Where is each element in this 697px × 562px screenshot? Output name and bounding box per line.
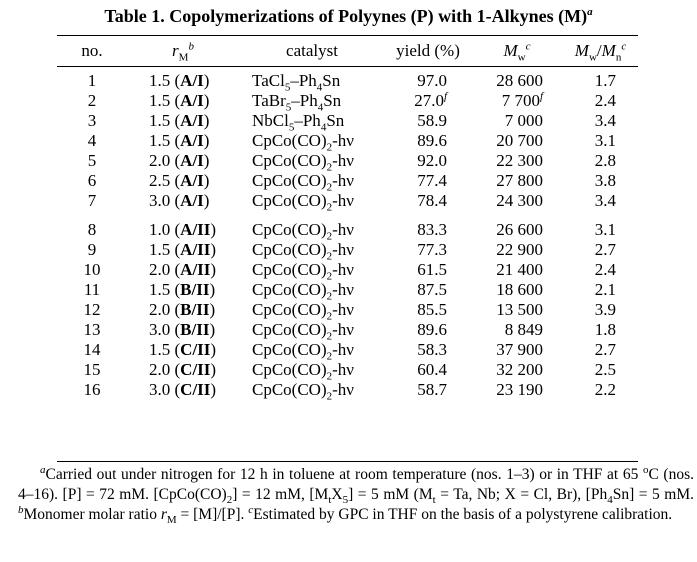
copolymerization-table [57,36,638,403]
footnote-a-text4: X [331,486,343,503]
footnote-b-sub: M [166,514,177,527]
cell-rm-pair: A/I [180,151,204,170]
cell-catalyst-mid: -hν [332,360,354,379]
header-mw [471,36,563,66]
cell-yield [385,211,471,240]
cell-yield-value: 89.6 [417,320,447,339]
header-ratio-m2: M [601,41,616,60]
cell-catalyst-pre: CpCo(CO) [252,280,327,299]
cell-yield [385,171,471,191]
cell-rm-pair: B/II [180,280,210,299]
cell-catalyst-sub: 2 [326,290,333,303]
cell-yield [385,111,471,131]
cell-catalyst-sub: 2 [326,250,333,263]
cell-yield-value: 77.4 [417,171,447,190]
header-rm-r: r [172,41,179,60]
header-rm [127,36,239,66]
cell-rm-pair: B/II [180,320,210,339]
cell-mw-value: 24 300 [496,191,543,210]
cell-yield-value: 60.4 [417,360,447,379]
cell-yield-value: 85.5 [417,300,447,319]
header-yield [385,36,471,66]
cell-catalyst-pre: CpCo(CO) [252,360,327,379]
cell-rm: 1.5 (C/II) [149,340,217,359]
cell-mw-value: 26 600 [496,220,543,239]
footnote-a-text3: ] = 12 mM, [M [232,486,329,503]
cell-ratio: 2.1 [594,280,616,299]
header-rm-mark: b [188,40,194,53]
cell-mw-value: 21 400 [496,260,543,279]
cell-yield [385,280,471,300]
cell-rm-value: 3.0 [149,191,171,210]
cell-yield [385,91,471,111]
cell-catalyst-sub: 2 [326,181,333,194]
header-mw-m: M [503,41,518,60]
cell-ratio: 2.7 [594,340,616,359]
cell-catalyst-sub: 2 [326,390,333,403]
cell-catalyst [239,280,385,303]
cell-catalyst-mid: -hν [332,340,354,359]
cell-rm-value: 1.5 [149,340,171,359]
cell-mw [471,380,563,400]
cell-mw [471,300,563,320]
cell-yield-value: 58.9 [417,111,447,130]
cell-mw-value: 8 849 [504,320,543,339]
cell-yield-value: 83.3 [417,220,447,239]
cell-rm: 1.5 (A/I) [149,71,210,90]
cell-catalyst-sub: 5 [285,101,292,114]
cell-no: 4 [87,131,97,150]
cell-ratio: 3.1 [594,131,616,150]
cell-mw-value: 22 900 [496,240,543,259]
footnote-a-sub1: 2 [226,494,233,507]
cell-no: 3 [87,111,97,130]
cell-catalyst [239,151,385,174]
footnote-a-degree: o [642,463,649,476]
cell-rm-value: 3.0 [149,380,171,399]
cell-rm-pair: A/I [180,91,204,110]
cell-catalyst-pre: CpCo(CO) [252,260,327,279]
cell-yield [385,131,471,151]
header-yield-label: yield (%) [396,41,460,60]
table-row [57,91,638,111]
cell-catalyst-mid: -hν [332,171,354,190]
cell-ratio: 3.4 [594,111,616,130]
cell-ratio: 3.1 [594,220,616,239]
cell-catalyst-post: Sn [322,71,341,90]
cell-catalyst-sub: 2 [326,370,333,383]
table-body [57,66,638,403]
cell-catalyst-sub: 2 [326,201,333,214]
cell-catalyst [239,320,385,343]
cell-ratio: 1.7 [594,71,616,90]
cell-catalyst-pre: CpCo(CO) [252,380,327,399]
cell-rm: 3.0 (B/II) [149,320,216,339]
cell-rm-value: 1.5 [149,71,171,90]
cell-catalyst-pre: CpCo(CO) [252,191,327,210]
cell-no: 12 [83,300,101,319]
header-row [57,36,638,66]
cell-yield [385,66,471,91]
table-row [57,151,638,171]
cell-catalyst-sub: 5 [288,121,295,134]
cell-no: 6 [87,171,97,190]
footnote-a-text2: C (nos. 4–16). [P] = 72 mM. [CpCo(CO) [18,466,694,503]
table-title-text: Table 1. Copolymerizations of Polyynes (P) with 1-Alkynes (M) [104,6,588,26]
cell-mw-value: 37 900 [496,340,543,359]
cell-catalyst [239,131,385,154]
cell-no: 2 [87,91,97,110]
footnote-b-r: r [160,506,167,523]
cell-catalyst-mid: -hν [332,260,354,279]
cell-ratio: 2.5 [594,360,616,379]
footnote-c-text: Estimated by GPC in THF on the basis of a polystyrene calibration. [253,506,673,523]
header-mw-mark: c [525,40,531,53]
cell-yield [385,340,471,360]
cell-catalyst-mid: -hν [332,380,354,399]
cell-mw [471,360,563,380]
header-catalyst [239,36,385,66]
cell-yield-value: 97.0 [417,71,447,90]
cell-catalyst [239,211,385,243]
cell-catalyst-sub: 2 [326,330,333,343]
footnote-a-text5: ] = 5 mM (M [348,486,433,503]
cell-rm-pair: C/II [180,380,211,399]
footnote-a-sub5: 4 [607,494,613,507]
cell-ratio: 2.8 [594,151,616,170]
cell-mw [471,320,563,340]
cell-catalyst-sub2: 4 [316,81,323,94]
header-rm-sub: M [178,51,189,64]
cell-rm-value: 1.5 [149,240,171,259]
cell-catalyst-pre: CpCo(CO) [252,240,327,259]
cell-catalyst [239,91,385,114]
table-row [57,240,638,260]
cell-rm-value: 2.0 [149,300,171,319]
cell-mw-value: 7 700 [501,91,540,110]
cell-yield-value: 58.3 [417,340,447,359]
cell-rm-pair: A/I [180,131,204,150]
cell-catalyst-sub: 2 [326,161,333,174]
cell-mw-value: 18 600 [496,280,543,299]
cell-catalyst-sub: 5 [284,81,291,94]
cell-yield-value: 87.5 [417,280,447,299]
cell-rm: 2.5 (A/I) [149,171,210,190]
cell-catalyst-pre: NbCl [252,111,289,130]
table-row [57,360,638,380]
cell-catalyst-pre: CpCo(CO) [252,171,327,190]
cell-catalyst [239,171,385,194]
cell-yield-value: 89.6 [417,131,447,150]
table-row [57,171,638,191]
cell-catalyst-sub2: 4 [317,101,324,114]
footnote-a-sub4: t [432,494,436,507]
cell-mw [471,171,563,191]
cell-catalyst [239,191,385,214]
cell-no: 13 [83,320,101,339]
header-mw-sub: w [517,51,526,64]
cell-catalyst-pre: TaBr [252,91,286,110]
cell-mw [471,191,563,211]
footnote-b-mark: b [18,503,24,516]
footnote-indent [18,466,40,483]
table-title [0,6,697,27]
cell-catalyst-pre: CpCo(CO) [252,320,327,339]
footnote-a-mark: a [40,463,46,476]
header-no [57,36,127,66]
cell-rm: 1.5 (A/I) [149,131,210,150]
cell-catalyst-sub2: 4 [320,121,327,134]
cell-yield-value: 78.4 [417,191,447,210]
cell-no: 9 [87,240,97,259]
cell-rm-pair: A/I [180,191,204,210]
cell-catalyst-pre: CpCo(CO) [252,300,327,319]
table-row [57,340,638,360]
cell-rm-value: 1.5 [149,280,171,299]
cell-no: 1 [87,71,97,90]
cell-no: 10 [83,260,101,279]
table-row [57,320,638,340]
cell-mw-value: 7 000 [504,111,543,130]
cell-no: 7 [87,191,97,210]
cell-rm: 1.5 (A/I) [149,91,210,110]
cell-mw [471,131,563,151]
footnote-a-text6: = Ta, Nb; X = Cl, Br), [Ph [435,486,608,503]
cell-no: 14 [83,340,101,359]
cell-yield [385,380,471,400]
footnotes [18,465,694,525]
cell-no: 16 [83,380,101,399]
cell-ratio: 1.8 [594,320,616,339]
cell-rm-pair: A/II [180,260,211,279]
cell-ratio: 3.9 [594,300,616,319]
cell-mw [471,91,563,111]
cell-no: 15 [83,360,101,379]
cell-rm-pair: A/I [180,171,204,190]
cell-mw-value: 23 190 [496,380,543,399]
cell-ratio: 3.8 [594,171,616,190]
cell-ratio: 2.2 [594,380,616,399]
cell-mw [471,111,563,131]
cell-rm: 1.5 (B/II) [149,280,216,299]
cell-rm-value: 2.5 [149,171,171,190]
cell-yield-value: 27.0 [414,91,444,110]
cell-rm: 2.0 (A/II) [149,260,217,279]
cell-mw [471,211,563,240]
header-ratio [563,36,638,66]
cell-rm: 2.0 (A/I) [149,151,210,170]
cell-catalyst-sub: 2 [326,230,333,243]
cell-mw [471,66,563,91]
cell-mw [471,260,563,280]
table-row [57,280,638,300]
cell-rm-pair: A/I [180,111,204,130]
cell-ratio: 2.4 [594,91,616,110]
cell-yield-value: 77.3 [417,240,447,259]
cell-catalyst-mid: -hν [332,220,354,239]
cell-mw [471,151,563,171]
cell-yield-value: 61.5 [417,260,447,279]
title-footnote-mark: a [587,6,593,18]
cell-mw-value: 28 600 [496,71,543,90]
table-row [57,191,638,211]
cell-yield-value: 92.0 [417,151,447,170]
header-ratio-m1: M [574,41,589,60]
footnote-b-text2: = [M]/[P]. [176,506,245,523]
cell-rm: 2.0 (B/II) [149,300,216,319]
footnote-b-text1: Monomer molar ratio [23,506,161,523]
cell-catalyst [239,380,385,403]
cell-mw-value: 22 300 [496,151,543,170]
cell-rm: 2.0 (C/II) [149,360,217,379]
cell-catalyst-sub: 2 [326,141,333,154]
cell-rm: 1.0 (A/II) [149,220,217,239]
cell-yield [385,191,471,211]
cell-rm: 3.0 (A/I) [149,191,210,210]
cell-rm-pair: A/II [180,240,211,259]
cell-catalyst [239,340,385,363]
cell-catalyst-pre: CpCo(CO) [252,340,327,359]
cell-catalyst-mid: -hν [332,191,354,210]
header-ratio-mark: c [621,40,627,53]
table-row [57,300,638,320]
table-row [57,111,638,131]
cell-yield [385,320,471,340]
cell-yield [385,360,471,380]
cell-catalyst-pre: TaCl [252,71,285,90]
cell-rm: 1.5 (A/I) [149,111,210,130]
cell-rm-value: 2.0 [149,360,171,379]
cell-catalyst-mid: -hν [332,131,354,150]
cell-mw-value: 32 200 [496,360,543,379]
footnote-a-sub3: 5 [342,494,349,507]
footnote-a-text1: Carried out under nitrogen for 12 h in toluene at room temperature (nos. 1–3) or in THF at 65 [45,466,643,483]
cell-catalyst [239,260,385,283]
cell-mw [471,240,563,260]
cell-rm-pair: A/I [180,71,204,90]
header-ratio-sub2: n [615,51,622,64]
table-row [57,131,638,151]
cell-yield [385,300,471,320]
cell-rm: 1.5 (A/II) [149,240,217,259]
table-row [57,260,638,280]
cell-rm-value: 3.0 [149,320,171,339]
cell-catalyst [239,66,385,94]
cell-mw-value: 13 500 [496,300,543,319]
cell-no: 5 [87,151,97,170]
cell-rm-value: 2.0 [149,151,171,170]
cell-catalyst-pre: CpCo(CO) [252,220,327,239]
cell-rm-value: 1.0 [149,220,171,239]
cell-catalyst-sub: 2 [326,350,333,363]
cell-rm-pair: B/II [180,300,210,319]
header-no-label: no. [81,41,103,60]
cell-rm-value: 1.5 [149,91,171,110]
header-ratio-sub1: w [588,51,597,64]
cell-rm-value: 1.5 [149,131,171,150]
footnote-a-text7: Sn] = 5 mM. [612,486,695,503]
cell-rm-value: 1.5 [149,111,171,130]
cell-catalyst [239,111,385,134]
cell-yield [385,260,471,280]
cell-catalyst-mid: -hν [332,320,354,339]
cell-catalyst-post: Sn [323,91,342,110]
cell-catalyst-mid: –Ph [290,71,317,90]
cell-catalyst-sub: 2 [326,310,333,323]
cell-mw-mark: f [539,90,543,103]
bottom-rule [57,461,638,462]
cell-catalyst-mid: -hν [332,280,354,299]
cell-catalyst-post: Sn [326,111,345,130]
cell-catalyst-mid: -hν [332,151,354,170]
cell-yield [385,240,471,260]
cell-catalyst-pre: CpCo(CO) [252,151,327,170]
cell-catalyst [239,360,385,383]
table-header [57,36,638,66]
cell-mw-value: 27 800 [496,171,543,190]
cell-catalyst-mid: –Ph [291,91,318,110]
cell-catalyst-mid: –Ph [294,111,321,130]
cell-yield-value: 58.7 [417,380,447,399]
cell-ratio: 2.7 [594,240,616,259]
cell-rm-value: 2.0 [149,260,171,279]
cell-no: 11 [83,280,101,299]
cell-mw-value: 20 700 [496,131,543,150]
cell-catalyst-sub: 2 [326,270,333,283]
cell-catalyst-pre: CpCo(CO) [252,131,327,150]
cell-no: 8 [87,220,97,239]
table-row [57,380,638,400]
cell-ratio: 2.4 [594,260,616,279]
cell-ratio: 3.4 [594,191,616,210]
table-row [57,66,638,91]
cell-rm-pair: C/II [180,340,211,359]
header-catalyst-label: catalyst [286,41,338,60]
cell-yield-mark: f [443,90,447,103]
cell-catalyst-mid: -hν [332,240,354,259]
footnote-a-sub2: t [328,494,332,507]
cell-catalyst-mid: -hν [332,300,354,319]
cell-rm: 3.0 (C/II) [149,380,217,399]
cell-rm-pair: C/II [180,360,211,379]
header-ratio-slash: / [596,41,602,60]
cell-catalyst [239,300,385,323]
table-row [57,211,638,240]
footnote-c-mark: c [248,503,254,516]
cell-rm-pair: A/II [180,220,211,239]
cell-mw [471,280,563,300]
cell-mw [471,340,563,360]
cell-catalyst [239,240,385,263]
cell-yield [385,151,471,171]
